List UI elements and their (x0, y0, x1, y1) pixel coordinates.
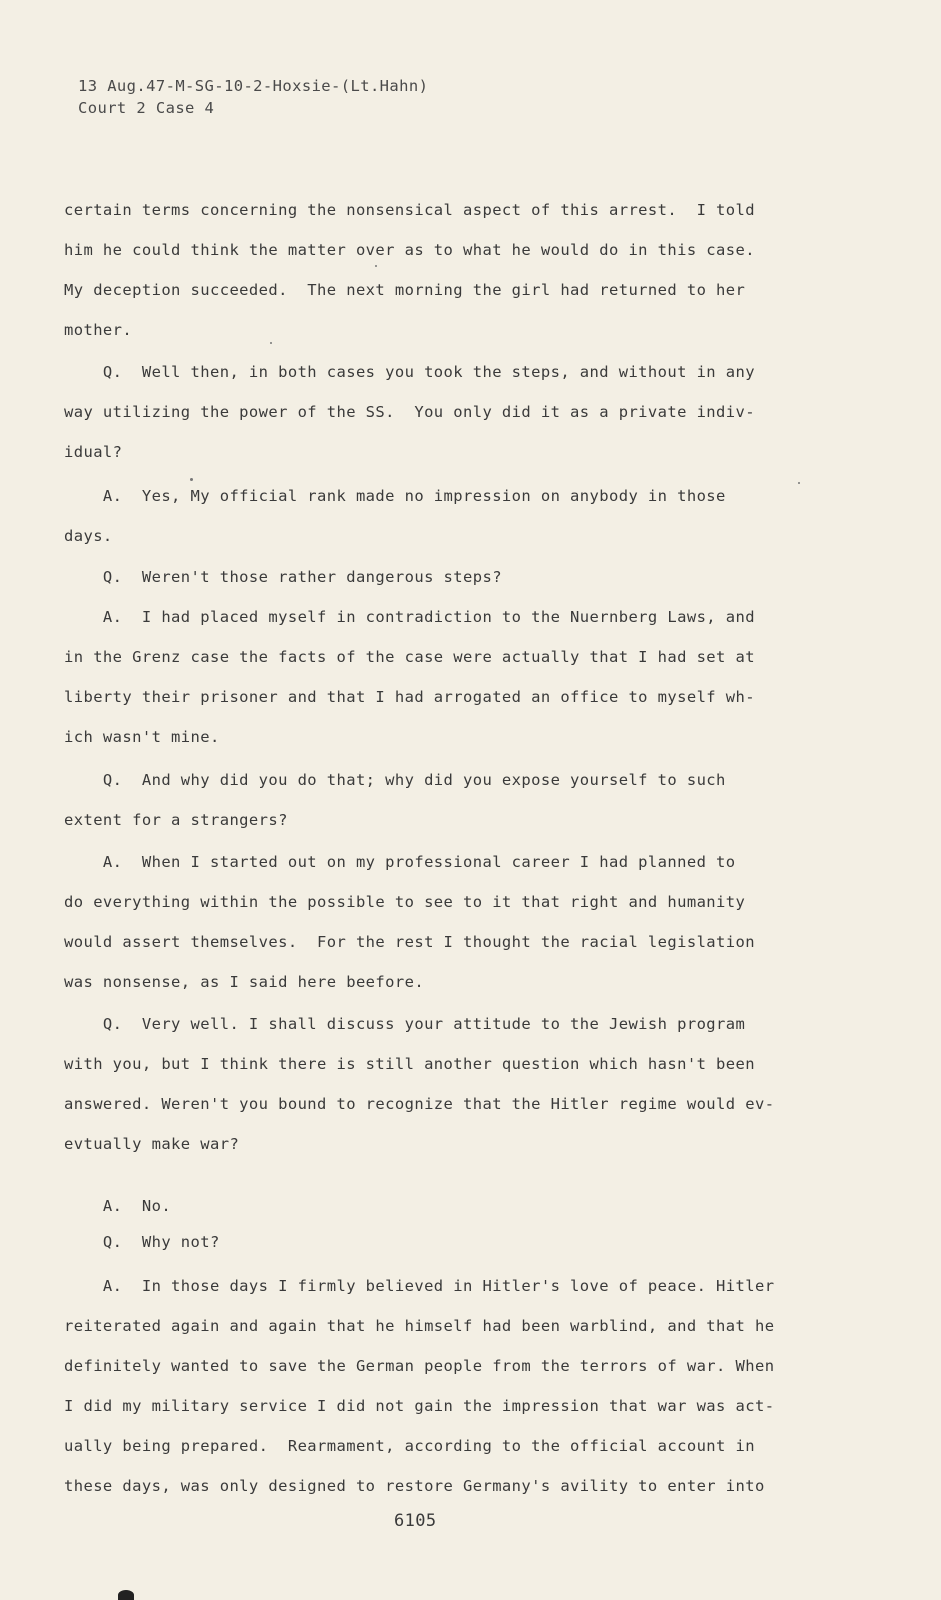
text-line: Q. And why did you do that; why did you expose yourself to such (64, 771, 726, 789)
paragraph (64, 1222, 864, 1262)
paragraph (64, 476, 864, 556)
text-line: him he could think the matter over as to what he would do in this case. (64, 241, 755, 259)
text-line: definitely wanted to save the German people from the terrors of war. When (64, 1357, 775, 1375)
text-line: reiterated again and again that he himself had been warblind, and that he (64, 1317, 775, 1335)
paper-speck (798, 482, 800, 484)
text-line: Q. Weren't those rather dangerous steps? (64, 568, 502, 586)
text-line: A. I had placed myself in contradiction to the Nuernberg Laws, and (64, 608, 755, 626)
text-line: way utilizing the power of the SS. You only did it as a private indiv- (64, 403, 755, 421)
text-line: ually being prepared. Rearmament, according to the official account in (64, 1437, 755, 1455)
text-line: in the Grenz case the facts of the case were actually that I had set at (64, 648, 755, 666)
paper-speck (190, 478, 193, 481)
header-line-1: 13 Aug.47-M-SG-10-2-Hoxsie-(Lt.Hahn) (78, 77, 429, 95)
text-line: evtually make war? (64, 1135, 240, 1153)
text-line: Q. Why not? (64, 1233, 220, 1251)
paragraph (64, 597, 864, 757)
text-line: idual? (64, 443, 123, 461)
text-line: certain terms concerning the nonsensical aspect of this arrest. I told (64, 201, 755, 219)
text-line: extent for a strangers? (64, 811, 288, 829)
paragraph (64, 842, 864, 1002)
paper-speck (270, 342, 272, 344)
text-line: with you, but I think there is still another question which hasn't been (64, 1055, 755, 1073)
text-line: ich wasn't mine. (64, 728, 220, 746)
text-line: these days, was only designed to restore Germany's avility to enter into (64, 1477, 765, 1495)
paper-speck (375, 265, 377, 267)
text-line: days. (64, 527, 113, 545)
paragraph (64, 1266, 864, 1506)
text-line: A. When I started out on my professional career I had planned to (64, 853, 736, 871)
text-line: do everything within the possible to see to it that right and humanity (64, 893, 746, 911)
paragraph (64, 760, 864, 840)
paragraph (64, 190, 864, 350)
text-line: Q. Well then, in both cases you took the steps, and without in any (64, 363, 755, 381)
page-number: 6105 (394, 1511, 437, 1531)
paragraph (64, 352, 864, 472)
text-line: A. In those days I firmly believed in Hitler's love of peace. Hitler (64, 1277, 775, 1295)
text-line: A. Yes, My official rank made no impression on anybody in those (64, 487, 726, 505)
text-line: I did my military service I did not gain the impression that war was act- (64, 1397, 775, 1415)
text-line: My deception succeeded. The next morning the girl had returned to her (64, 281, 746, 299)
paragraph (64, 1004, 864, 1164)
text-line: Q. Very well. I shall discuss your attitude to the Jewish program (64, 1015, 746, 1033)
text-line: was nonsense, as I said here beefore. (64, 973, 425, 991)
text-line: A. No. (64, 1197, 172, 1215)
text-line: liberty their prisoner and that I had arrogated an office to myself wh- (64, 688, 755, 706)
text-line: mother. (64, 321, 133, 339)
paragraph (64, 1186, 864, 1226)
header-line-2: Court 2 Case 4 (78, 99, 215, 117)
text-line: answered. Weren't you bound to recognize that the Hitler regime would ev- (64, 1095, 775, 1113)
paragraph (64, 557, 864, 597)
text-line: would assert themselves. For the rest I thought the racial legislation (64, 933, 755, 951)
ink-blot (118, 1590, 134, 1600)
